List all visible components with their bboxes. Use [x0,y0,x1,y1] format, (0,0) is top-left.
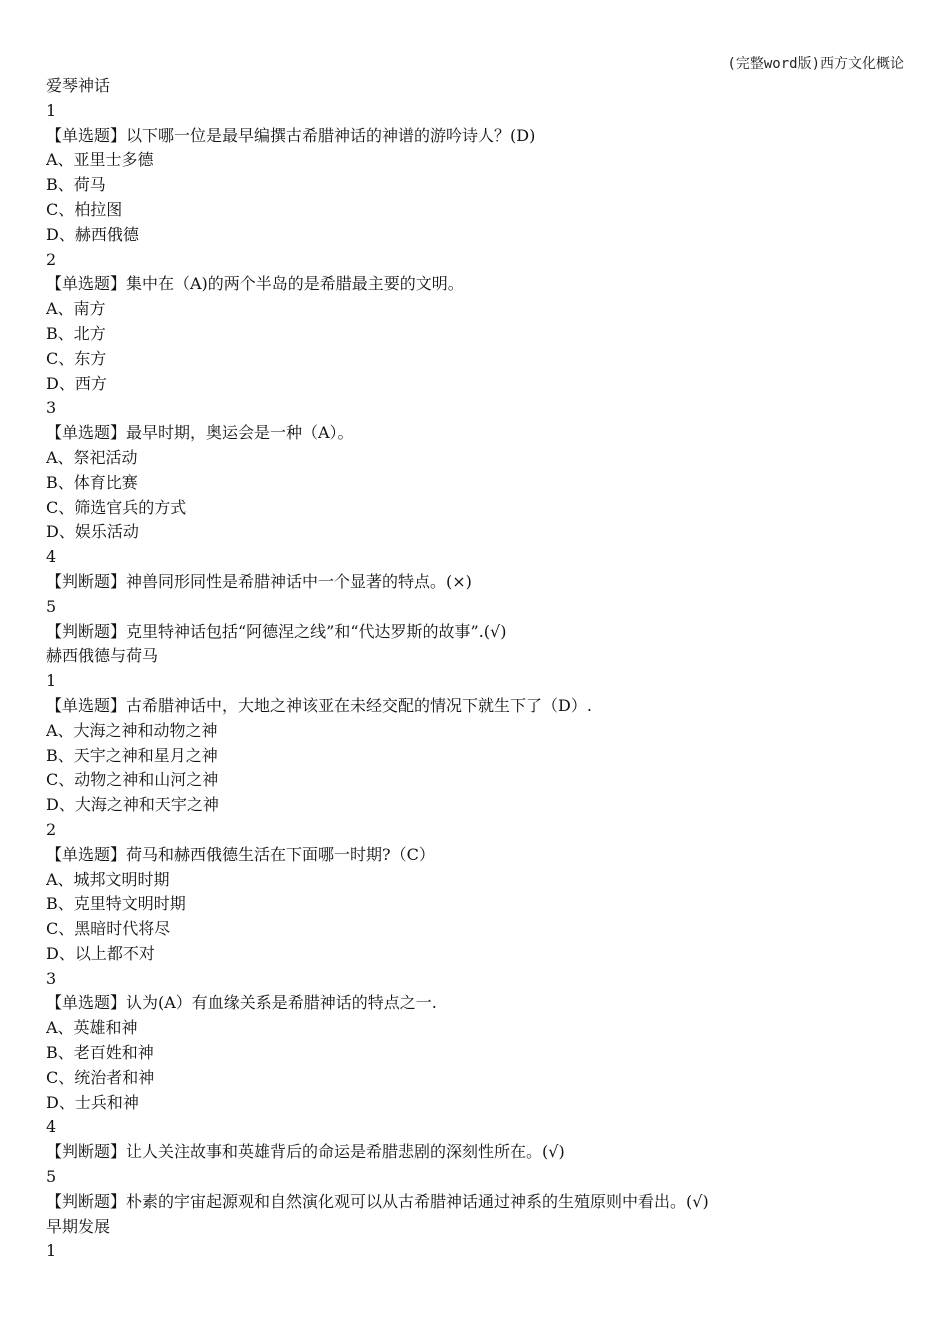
question-number: 2 [46,249,57,269]
question-option: B、天宇之神和星月之神 [46,745,218,765]
question-option: B、北方 [46,323,106,343]
section [46,1215,916,1265]
running-header: (完整word版)西方文化概论 [727,56,904,72]
question-option: A、城邦文明时期 [46,869,170,889]
question-text: 【判断题】神兽同形同性是希腊神话中一个显著的特点。(×) [46,571,472,591]
question-option: C、统治者和神 [46,1067,155,1087]
question-number: 5 [46,596,57,616]
question-number: 1 [46,1241,57,1261]
question-option: B、荷马 [46,175,106,195]
question-option: C、柏拉图 [46,199,123,219]
section-title: 赫西俄德与荷马 [46,646,159,666]
question-option: D、赫西俄德 [46,224,139,244]
question-text: 【单选题】荷马和赫西俄德生活在下面哪一时期?（C） [46,844,435,864]
question-option: B、老百姓和神 [46,1043,154,1063]
question-option: B、体育比赛 [46,472,138,492]
section [46,644,916,1214]
question-text: 【判断题】克里特神话包括“阿德涅之线”和“代达罗斯的故事”.(√) [46,621,507,641]
question-number: 1 [46,100,57,120]
question-option: A、祭祀活动 [46,447,138,467]
question-option: D、娱乐活动 [46,522,139,542]
question-number: 3 [46,968,57,988]
question-option: D、以上都不对 [46,943,155,963]
question-text: 【判断题】让人关注故事和英雄背后的命运是希腊悲剧的深刻性所在。(√) [46,1142,565,1162]
question-number: 2 [46,819,57,839]
question-number: 3 [46,398,57,418]
question-option: D、西方 [46,373,107,393]
question-option: C、动物之神和山河之神 [46,770,219,790]
question-option: A、亚里士多德 [46,150,154,170]
question-text: 【单选题】集中在（A)的两个半岛的是希腊最主要的文明。 [46,274,464,294]
question-option: D、大海之神和天宇之神 [46,795,219,815]
question-text: 【单选题】以下哪一位是最早编撰古希腊神话的神谱的游吟诗人？(D) [46,125,536,145]
question-option: D、士兵和神 [46,1092,139,1112]
question-option: A、南方 [46,299,106,319]
question-option: C、黑暗时代将尽 [46,919,171,939]
question-option: A、英雄和神 [46,1018,138,1038]
question-text: 【判断题】朴素的宇宙起源观和自然演化观可以从古希腊神话通过神系的生殖原则中看出。(√) [46,1191,709,1211]
question-option: B、克里特文明时期 [46,894,186,914]
question-text: 【单选题】最早时期，奥运会是一种（A）。 [46,423,354,443]
question-number: 5 [46,1167,57,1187]
question-option: A、大海之神和动物之神 [46,720,218,740]
question-text: 【单选题】认为(A）有血缘关系是希腊神话的特点之一. [46,993,437,1013]
question-option: C、东方 [46,348,107,368]
question-option: C、筛选官兵的方式 [46,497,187,517]
section-title: 爱琴神话 [46,76,111,95]
question-text: 【单选题】古希腊神话中，大地之神该亚在未经交配的情况下就生下了（D）. [46,695,592,715]
question-number: 4 [46,547,57,567]
section-title: 早期发展 [46,1216,111,1236]
question-number: 4 [46,1117,57,1137]
section [46,74,916,644]
question-number: 1 [46,671,57,691]
document-body [46,74,916,1264]
